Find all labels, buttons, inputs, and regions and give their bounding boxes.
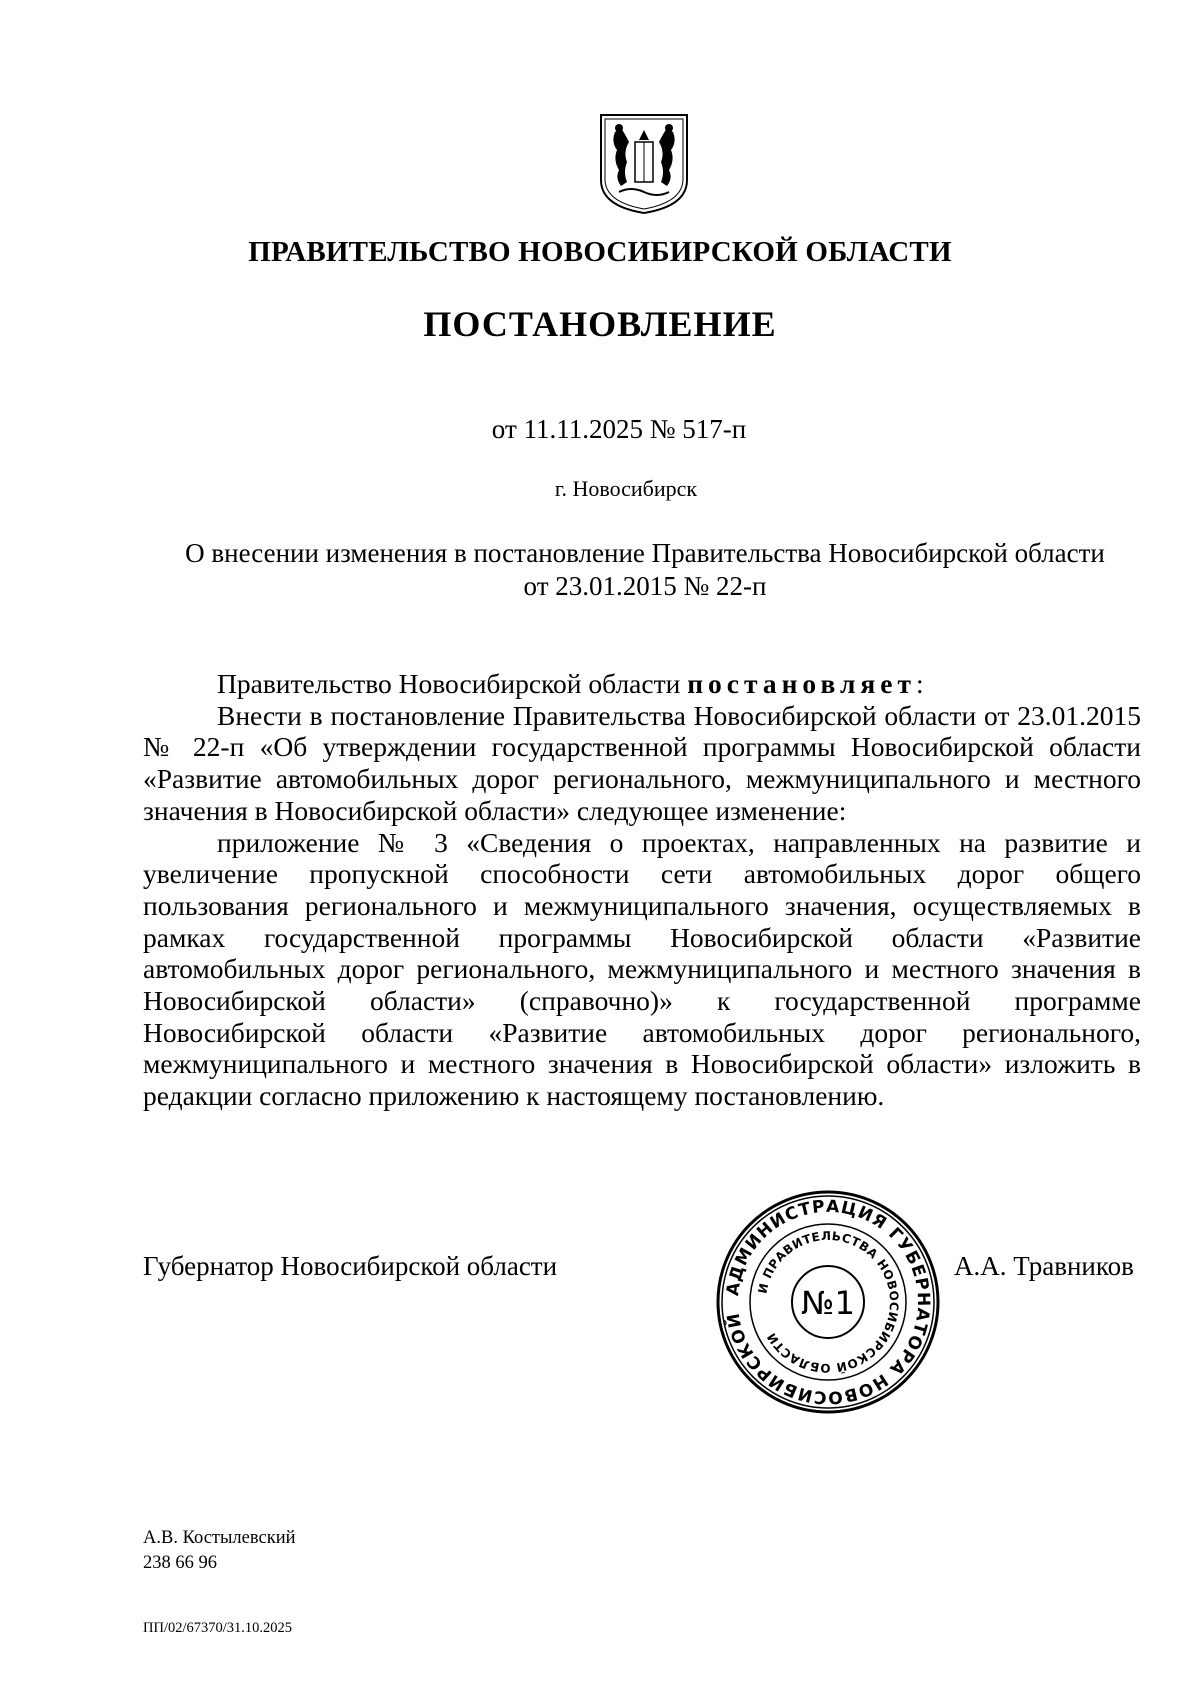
footer-code: ПП/02/67370/31.10.2025 (143, 1620, 293, 1636)
signatory-name: А.А. Травников (954, 1251, 1134, 1281)
lead-keyword: постановляет (687, 668, 917, 699)
resolution-lead (143, 668, 1141, 700)
subject-line-2: от 23.01.2015 № 22-п (523, 571, 767, 601)
executor-phone: 238 66 96 (143, 1553, 217, 1573)
executor-name: А.В. Костылевский (143, 1528, 296, 1548)
document-type: ПОСТАНОВЛЕНИЕ (423, 304, 777, 344)
seal-outer-text: АДМИНИСТРАЦИЯ ГУБЕРНАТОРА НОВОСИБИРСКОЙ (723, 1196, 934, 1408)
body-paragraph-2: приложение № 3 «Сведения о проектах, направленных на развитие и увеличение пропускной способности сети автомобильных дорог общего пользования регионального и межмуниципального значения, осуществляемых в рамках государственной программы Новосибирской области «Развитие автомобильных дорог регионального, межмуниципального и местного значения в Новосибирской области» (справочно)» к государственной программе Новосибирской области «Развитие автомобильных дорог регионального, межмуниципального и местного значения в Новосибирской области» изложить в редакции согласно приложению к настоящему постановлению. (143, 826, 1141, 1112)
document-body (143, 668, 1141, 1112)
organization-title: ПРАВИТЕЛЬСТВО НОВОСИБИРСКОЙ ОБЛАСТИ (248, 236, 952, 268)
subject-line-1: О внесении изменения в постановление Правительства Новосибирской области (185, 538, 1105, 568)
seal-number: №1 (801, 1284, 855, 1322)
signatory-position: Губернатор Новосибирской области (143, 1251, 558, 1281)
official-seal-icon (714, 1188, 942, 1416)
executor-block (143, 1526, 296, 1576)
seal-inner-text: И ПРАВИТЕЛЬСТВА НОВОСИБИРСКОЙ ОБЛАСТИ (755, 1228, 902, 1376)
document-subject (150, 537, 1140, 603)
city: г. Новосибирск (554, 476, 698, 501)
lead-text: Правительство Новосибирской области (217, 668, 688, 699)
lead-colon: : (916, 668, 924, 699)
date-number-line: от 11.11.2025 № 517-п (491, 414, 747, 444)
coat-of-arms-icon (597, 112, 691, 216)
body-paragraph-1: Внести в постановление Правительства Новосибирской области от 23.01.2015 № 22-п «Об утверждении государственной программы Новосибирской области «Развитие автомобильных дорог регионального, межмуниципального и местного значения в Новосибирской области» следующее изменение: (143, 699, 1141, 826)
